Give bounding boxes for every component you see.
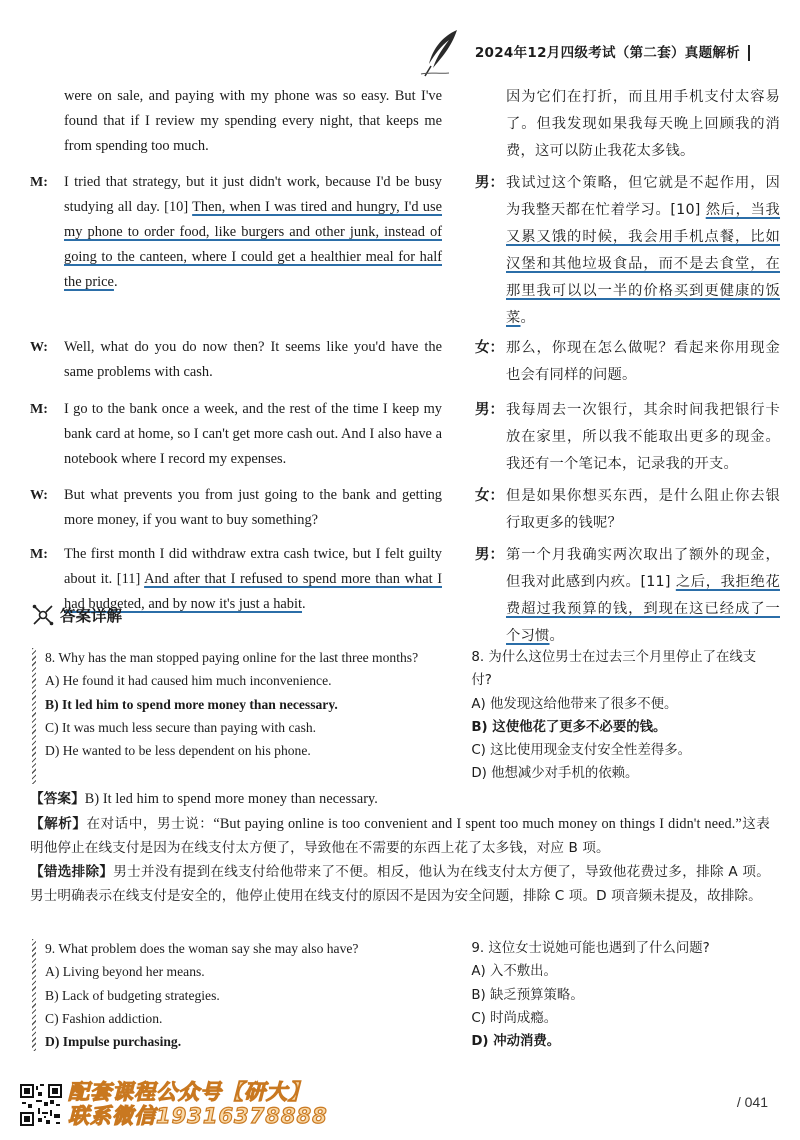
question-8-zh bbox=[471, 646, 770, 786]
option-b: B) Lack of budgeting strategies. bbox=[45, 987, 220, 1003]
utterance-plain: Well, what do you do now then? It seems like you'd have the same problems with cash. bbox=[64, 339, 442, 380]
option-d-zh: D) 他想减少对手机的依赖。 bbox=[471, 766, 639, 782]
dialogue-english bbox=[30, 397, 442, 478]
utterance-text bbox=[64, 542, 442, 650]
utterance-text-zh bbox=[506, 170, 780, 332]
option-b-zh-correct: B) 这使他花了更多不必要的钱。 bbox=[471, 719, 667, 735]
dialogue-row bbox=[30, 542, 780, 650]
option-b-correct: B) It led him to spend more money than necessary. bbox=[45, 696, 338, 712]
dialogue-row bbox=[30, 483, 780, 537]
option-d: D) He wanted to be less dependent on his phone. bbox=[45, 743, 311, 759]
dialogue-english bbox=[30, 170, 442, 332]
dialogue-row bbox=[30, 335, 780, 389]
option-c: C) Fashion addiction. bbox=[45, 1010, 163, 1026]
utterance-plain-zh: 因为它们在打折，而且用手机支付太容易了。但我发现如果我每天晚上回顾我的消费，这可以防止我花太多钱。 bbox=[506, 89, 780, 159]
dialogue-chinese bbox=[475, 170, 780, 332]
option-d-zh-correct: D) 冲动消费。 bbox=[471, 1034, 561, 1050]
question-9 bbox=[30, 937, 770, 1053]
utterance-text bbox=[64, 335, 442, 389]
speaker-label: W: bbox=[30, 340, 48, 355]
question-9-zh bbox=[471, 937, 770, 1053]
page-header bbox=[419, 28, 750, 78]
utterance-text-zh bbox=[506, 542, 780, 650]
dialogue-chinese bbox=[475, 84, 780, 165]
speaker-label-zh: 女： bbox=[475, 488, 504, 504]
speaker-label-zh: 男： bbox=[475, 175, 504, 191]
question-stem-zh: 8. 为什么这位男士在过去三个月里停止了在线支付? bbox=[471, 650, 757, 689]
dialogue-english bbox=[30, 542, 442, 650]
dialogue-chinese bbox=[475, 542, 780, 650]
promo-banner bbox=[68, 1080, 328, 1128]
option-c-zh: C) 时尚成瘾。 bbox=[471, 1010, 558, 1026]
quill-icon bbox=[419, 28, 463, 78]
question-8-en bbox=[30, 646, 429, 786]
analysis-quote: “But paying online is too convenient and I spent too much money on things I didn't need.” bbox=[213, 816, 742, 832]
dialogue-transcript bbox=[30, 84, 780, 655]
answer-line bbox=[30, 788, 770, 812]
question-stem: 8. Why has the man stopped paying online for the last three months? bbox=[45, 650, 419, 665]
answer-evidence: Then, when I was tired and hungry, I'd use my phone to order food, like burgers and other junk, instead of going to the canteen, where I could get a healthier meal for half the price bbox=[64, 199, 442, 290]
utterance-text bbox=[64, 397, 442, 478]
option-a: A) Living beyond her means. bbox=[45, 964, 205, 980]
utterance-plain: But what prevents you from just going to the bank and getting more money, if you want to buy something? bbox=[64, 487, 442, 528]
utterance-text bbox=[64, 84, 442, 165]
option-c: C) It was much less secure than paying with cash. bbox=[45, 719, 317, 735]
utterance-tail-zh: 。 bbox=[520, 310, 535, 326]
utterance-tail: . bbox=[113, 274, 118, 290]
option-c-zh: C) 这比使用现金支付安全性差得多。 bbox=[471, 743, 692, 759]
speaker-label-zh bbox=[475, 84, 506, 165]
analysis-paragraph bbox=[30, 813, 770, 860]
speaker-label: M: bbox=[30, 175, 48, 190]
utterance-plain-zh: 第一个月我确实两次取出了额外的现金，但我对此感到内疚。[11] bbox=[506, 547, 780, 590]
answer-detail-icon bbox=[32, 604, 54, 626]
option-b-zh: B) 缺乏预算策略。 bbox=[471, 987, 584, 1003]
option-a-zh: A) 入不敷出。 bbox=[471, 964, 557, 980]
dialogue-english bbox=[30, 483, 442, 537]
answer-evidence-zh: 之后，我拒绝花费超过我预算的钱，到现在这已经成了一个习惯 bbox=[506, 574, 780, 644]
dialogue-row bbox=[30, 170, 780, 332]
utterance-text-zh bbox=[506, 84, 780, 165]
utterance-tail: . bbox=[302, 596, 306, 612]
question-8 bbox=[30, 646, 770, 786]
utterance-text-zh bbox=[506, 397, 780, 478]
dialogue-chinese bbox=[475, 397, 780, 478]
option-a: A) He found it had caused him much inconvenience. bbox=[45, 673, 332, 689]
section-heading bbox=[32, 604, 122, 626]
option-d-correct: D) Impulse purchasing. bbox=[45, 1034, 182, 1050]
utterance-text-zh bbox=[506, 335, 780, 389]
utterance-plain: I tried that strategy, but it just didn't work, because I'd be busy studying all day. [10] bbox=[64, 174, 442, 215]
header-title: 2024年12月四级考试（第二套）真题解析 bbox=[475, 45, 750, 61]
utterance-plain-zh: 但是如果你想买东西，是什么阻止你去银行取更多的钱呢？ bbox=[506, 488, 780, 531]
speaker-label: W: bbox=[30, 488, 48, 503]
dialogue-chinese bbox=[475, 483, 780, 537]
answer-tag: 【答案】 bbox=[30, 791, 85, 807]
speaker-label: M: bbox=[30, 547, 48, 562]
analysis-tag: 【解析】 bbox=[30, 816, 87, 832]
promo-line-1: 配套课程公众号【研大】 bbox=[68, 1080, 310, 1104]
utterance-plain: The first month I did withdraw extra cash twice, but I felt guilty about it. [11] bbox=[64, 546, 442, 587]
section-title: 答案详解 bbox=[60, 607, 123, 625]
utterance-text bbox=[64, 483, 442, 537]
exclusion-paragraph bbox=[30, 861, 770, 908]
exclude-text: 男士并没有提到在线支付给他带来了不便。相反，他认为在线支付太方便了，导致他花费过多，排除 A 项。男士明确表示在线支付是安全的，他停止使用在线支付的原因不是因为安全问题，排除 C 项。D 项音频未提及，故排除。 bbox=[30, 864, 770, 904]
dialogue-english bbox=[30, 84, 442, 165]
exclude-tag: 【错选排除】 bbox=[30, 864, 114, 880]
analysis-text-1: 在对话中，男士说： bbox=[86, 816, 214, 832]
answer-evidence-zh: 然后，当我又累又饿的时候，我会用手机点餐，比如汉堡和其他垃圾食品，而不是去食堂，在那里我可以以一半的价格买到更健康的饭菜 bbox=[506, 202, 781, 326]
utterance-plain-zh: 那么，你现在怎么做呢？看起来你用现金也会有同样的问题。 bbox=[506, 340, 780, 383]
speaker-label-zh: 女： bbox=[475, 340, 504, 356]
speaker-label bbox=[30, 84, 64, 165]
utterance-plain: were on sale, and paying with my phone was so easy. But I've found that if I review my spending every night, that keeps me from spending too much. bbox=[64, 88, 442, 154]
question-stem: 9. What problem does the woman say she may also have? bbox=[45, 941, 359, 956]
dialogue-row bbox=[30, 84, 780, 165]
utterance-plain: I go to the bank once a week, and the rest of the time I keep my bank card at home, so I can't get more cash out. And I also have a notebook where I record my expenses. bbox=[64, 401, 442, 467]
speaker-label: M: bbox=[30, 402, 48, 417]
answer-text: B) It led him to spend more money than necessary. bbox=[84, 791, 378, 807]
utterance-text bbox=[64, 170, 442, 332]
qr-code-icon bbox=[20, 1084, 62, 1126]
dialogue-chinese bbox=[475, 335, 780, 389]
analysis-text-2: 这表明他停止在线支付是因为在线支付太方便了，导致他在不需要的东西上花了太多钱，对应 B 项。 bbox=[30, 816, 770, 856]
speaker-label-zh: 男： bbox=[475, 547, 504, 563]
dialogue-row bbox=[30, 397, 780, 478]
utterance-plain-zh: 我试过这个策略，但它就是不起作用，因为我整天都在忙着学习。[10] bbox=[506, 175, 780, 218]
speaker-label-zh: 男： bbox=[475, 402, 504, 418]
answer-evidence: And after that I refused to spend more than what I had budgeted, and by now it's just a habit bbox=[64, 571, 442, 612]
utterance-text-zh bbox=[506, 483, 780, 537]
promo-line-2: 联系微信19316378888 bbox=[68, 1104, 328, 1128]
question-stem-zh: 9. 这位女士说她可能也遇到了什么问题? bbox=[471, 941, 710, 956]
page-number: / 041 bbox=[736, 1094, 768, 1110]
utterance-tail-zh: 。 bbox=[549, 628, 564, 644]
question-9-en bbox=[30, 937, 429, 1053]
utterance-plain-zh: 我每周去一次银行，其余时间我把银行卡放在家里，所以我不能取出更多的现金。我还有一个笔记本，记录我的开支。 bbox=[506, 402, 780, 472]
dialogue-english bbox=[30, 335, 442, 389]
option-a-zh: A) 他发现这给他带来了很多不便。 bbox=[471, 696, 678, 712]
